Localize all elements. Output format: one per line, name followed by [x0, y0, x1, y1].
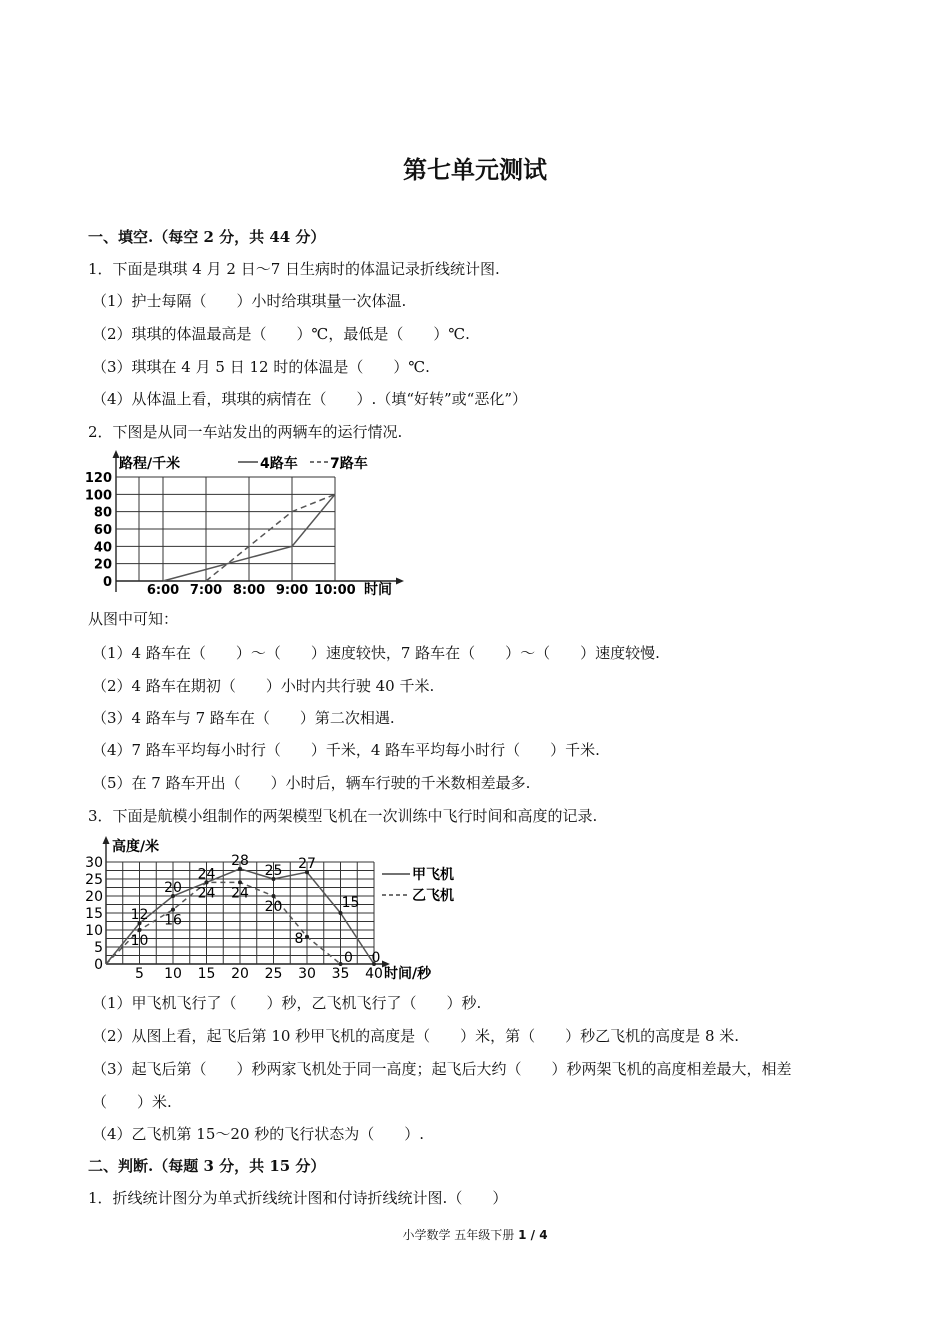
x-tick-label: 20: [231, 966, 249, 982]
y-tick-labels: [85, 471, 112, 590]
q2-item-3: （3）4 路车与 7 路车在（ ）第二次相遇.: [92, 709, 395, 727]
y-axis-label: 高度/米: [112, 839, 160, 855]
x-tick-label: 40: [365, 966, 383, 982]
section2-heading: 二、判断.（每题 3 分，共 15 分）: [88, 1157, 326, 1175]
legend-label-7: 7路车: [330, 456, 368, 472]
data-label: 24: [231, 885, 249, 902]
q1-item-3: （3）琪琪在 4 月 5 日 12 时的体温是（ ）℃.: [92, 358, 430, 376]
data-label: 24: [197, 885, 216, 902]
x-tick-label: 35: [331, 966, 350, 982]
x-tick-label: 10: [164, 966, 182, 982]
y-tick-label: 40: [93, 540, 112, 556]
q1-stem: 1．下面是琪琪 4 月 2 日～7 日生病时的体温记录折线统计图.: [88, 260, 500, 278]
y-tick-label: 30: [85, 855, 103, 871]
q2-item-2: （2）4 路车在期初（ ）小时内共行驶 40 千米.: [92, 677, 435, 695]
q1-item-1: （1）护士每隔（ ）小时给琪琪量一次体温.: [92, 292, 407, 310]
data-label: 10: [130, 933, 149, 949]
x-tick-label: 9:00: [275, 583, 309, 598]
q3-item-2: （2）从图上看，起飞后第 10 秒甲飞机的高度是（ ）米，第（ ）秒乙飞机的高度是 8 米.: [92, 1027, 740, 1045]
x-axis-arrow: [396, 578, 404, 585]
x-tick-label: 10:00: [314, 583, 356, 598]
y-tick-label: 0: [94, 957, 103, 973]
data-label: 20: [164, 880, 182, 896]
data-label: 20: [264, 899, 283, 915]
legend-label-jia: 甲飞机: [412, 867, 454, 883]
legend-label-4: 4路车: [260, 456, 298, 472]
data-label: 25: [264, 863, 283, 879]
data-point: [339, 911, 343, 915]
data-label: 0: [344, 950, 353, 966]
x-tick-label: 25: [264, 966, 283, 982]
y-tick-label: 15: [85, 906, 103, 922]
data-point: [138, 928, 142, 932]
q3-item-3-cont: （ ）米.: [92, 1093, 172, 1111]
y-axis-label: 路程/千米: [119, 456, 181, 472]
x-tick-labels: [135, 966, 383, 982]
legend-label-yi: 乙飞机: [412, 888, 454, 904]
x-tick-label: 8:00: [232, 583, 266, 598]
x-tick-label: 7:00: [189, 583, 223, 598]
y-tick-label: 5: [94, 940, 103, 956]
page-footer: [0, 1226, 950, 1243]
x-tick-label: 5: [135, 966, 144, 982]
data-point: [171, 908, 175, 912]
data-label: 8: [294, 930, 304, 947]
q3-item-1: （1）甲飞机飞行了（ ）秒，乙飞机飞行了（ ）秒.: [92, 994, 482, 1012]
q3-item-3: （3）起飞后第（ ）秒两家飞机处于同一高度；起飞后大约（ ）秒两架飞机的高度相差最大，相差: [92, 1060, 792, 1078]
data-point: [305, 935, 309, 939]
data-label: 16: [164, 912, 182, 929]
q2-lead: 从图中可知：: [88, 610, 179, 628]
x-tick-label: 30: [298, 966, 316, 982]
bus-distance-chart: [84, 450, 418, 602]
y-tick-label: 60: [93, 523, 112, 538]
q3-item-4: （4）乙飞机第 15～20 秒的飞行状态为（ ）.: [92, 1125, 425, 1143]
section1-heading: 一、填空.（每空 2 分，共 44 分）: [88, 228, 326, 246]
x-axis-label: 时间/秒: [384, 966, 432, 982]
plane-height-chart: [85, 834, 468, 984]
data-point: [238, 880, 242, 884]
s2-q1: 1．折线统计图分为单式折线统计图和付诗折线统计图.（ ）: [88, 1189, 508, 1207]
page-number: 1 / 4: [518, 1228, 548, 1242]
q3-stem: 3．下面是航模小组制作的两架模型飞机在一次训练中飞行时间和高度的记录.: [88, 807, 598, 825]
y-tick-label: 0: [102, 575, 112, 590]
q2-item-4: （4）7 路车平均每小时行（ ）千米，4 路车平均每小时行（ ）千米.: [92, 741, 600, 759]
q1-item-2: （2）琪琪的体温最高是（ ）℃，最低是（ ）℃.: [92, 325, 470, 343]
data-label: 27: [298, 856, 316, 873]
y-tick-label: 20: [93, 557, 112, 573]
y-tick-label: 80: [93, 505, 112, 521]
data-label: 12: [130, 907, 149, 924]
data-label: 24: [197, 866, 216, 883]
data-label: 0: [371, 950, 381, 966]
y-tick-label: 10: [85, 923, 103, 939]
q2-item-1: （1）4 路车在（ ）～（ ）速度较快，7 路车在（ ）～（ ）速度较慢.: [92, 644, 660, 662]
q2-stem: 2．下图是从同一车站发出的两辆车的运行情况.: [88, 423, 403, 441]
data-labels: [131, 853, 381, 966]
data-point: [272, 894, 276, 898]
data-label: 28: [231, 852, 249, 869]
data-label: 15: [341, 895, 360, 911]
y-tick-label: 25: [85, 872, 103, 888]
data-point: [339, 962, 343, 966]
y-tick-label: 100: [84, 488, 112, 504]
footer-text: 小学数学 五年级下册: [402, 1228, 515, 1242]
q1-item-4: （4）从体温上看，琪琪的病情在（ ）.（填“好转”或“恶化”）: [92, 390, 527, 408]
q2-item-5: （5）在 7 路车开出（ ）小时后，辆车行驶的千米数相差最多.: [92, 774, 531, 792]
y-tick-labels: [85, 855, 103, 973]
y-tick-label: 120: [84, 471, 112, 486]
x-axis-label: 时间: [364, 582, 392, 598]
x-tick-label: 15: [197, 966, 216, 982]
y-axis-arrow: [103, 836, 110, 844]
y-tick-label: 20: [85, 889, 103, 905]
page-title: 第七单元测试: [403, 155, 547, 184]
x-tick-labels: [147, 583, 356, 598]
x-tick-label: 6:00: [146, 583, 180, 598]
series-line-bus-7: [206, 494, 335, 581]
